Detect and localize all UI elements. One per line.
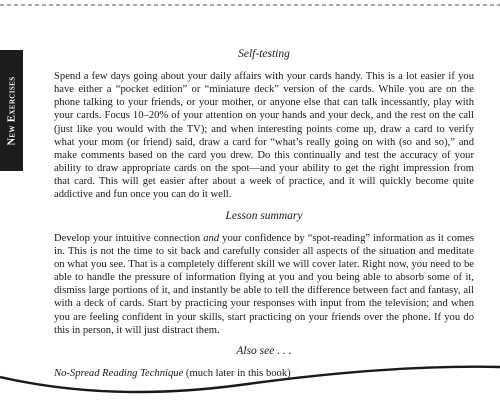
section-heading-also-see: Also see . . . — [236, 344, 292, 357]
lesson-summary-paragraph — [54, 232, 474, 337]
side-tab — [0, 50, 23, 171]
reference-title: No-Spread Reading Technique — [54, 367, 184, 379]
section-heading-lesson-summary: Lesson summary — [225, 209, 303, 222]
lesson-summary-text-start: Develop your intuitive connection — [54, 232, 204, 244]
torn-edge-top — [0, 3, 500, 7]
self-testing-paragraph: Spend a few days going about your daily affairs with your cards handy. This is a lot easier if you have either a “pocket edition” or “miniature deck” version of the cards. While you are on the phone talking to your friends, or your mother, or anyone else that can talk incessantly, play with your cards. Focus 10–20% of your attention on your hands and your deck, and the rest on the call (just like you would with the TV); and when interesting points come up, draw a card to verify what your mom (or friend) said, draw a card for “what’s really going on with (so and so),” and make comments based on the card you drew. Do this continually and test the accuracy of your ability to draw appropriate cards on the spot—and your ability to get the right impression from that card. This will get easier after about a week of practice, and it will quickly become quite addictive and fun once you can do it well. — [54, 71, 474, 201]
side-tab-label: New Exercises — [6, 75, 17, 146]
lesson-summary-text-end: your confidence by “spot-reading” information as it comes in. This is not the time to sit back and carefully consider all aspects of the situation and meditate on what you see. That is a completely different skill we will cover later. Right now, you need to be able to handle the pressure of information flying at you and you being able to absorb some of it, dismiss large portions of it, and instantly be able to tell the difference between fact and fantasy, all with a deck of cards. Start by practicing your responses with input from the television; and when you are feeling confident in your skills, start practicing on your friends over the phone. If you do this in person, it will just distract them. — [54, 232, 474, 336]
section-heading-self-testing: Self-testing — [238, 48, 290, 60]
lesson-summary-emphasis: and — [203, 232, 220, 244]
page-content — [54, 47, 474, 387]
page-curl-bottom — [0, 355, 500, 419]
reference-note: (much later in this book) — [183, 367, 291, 379]
